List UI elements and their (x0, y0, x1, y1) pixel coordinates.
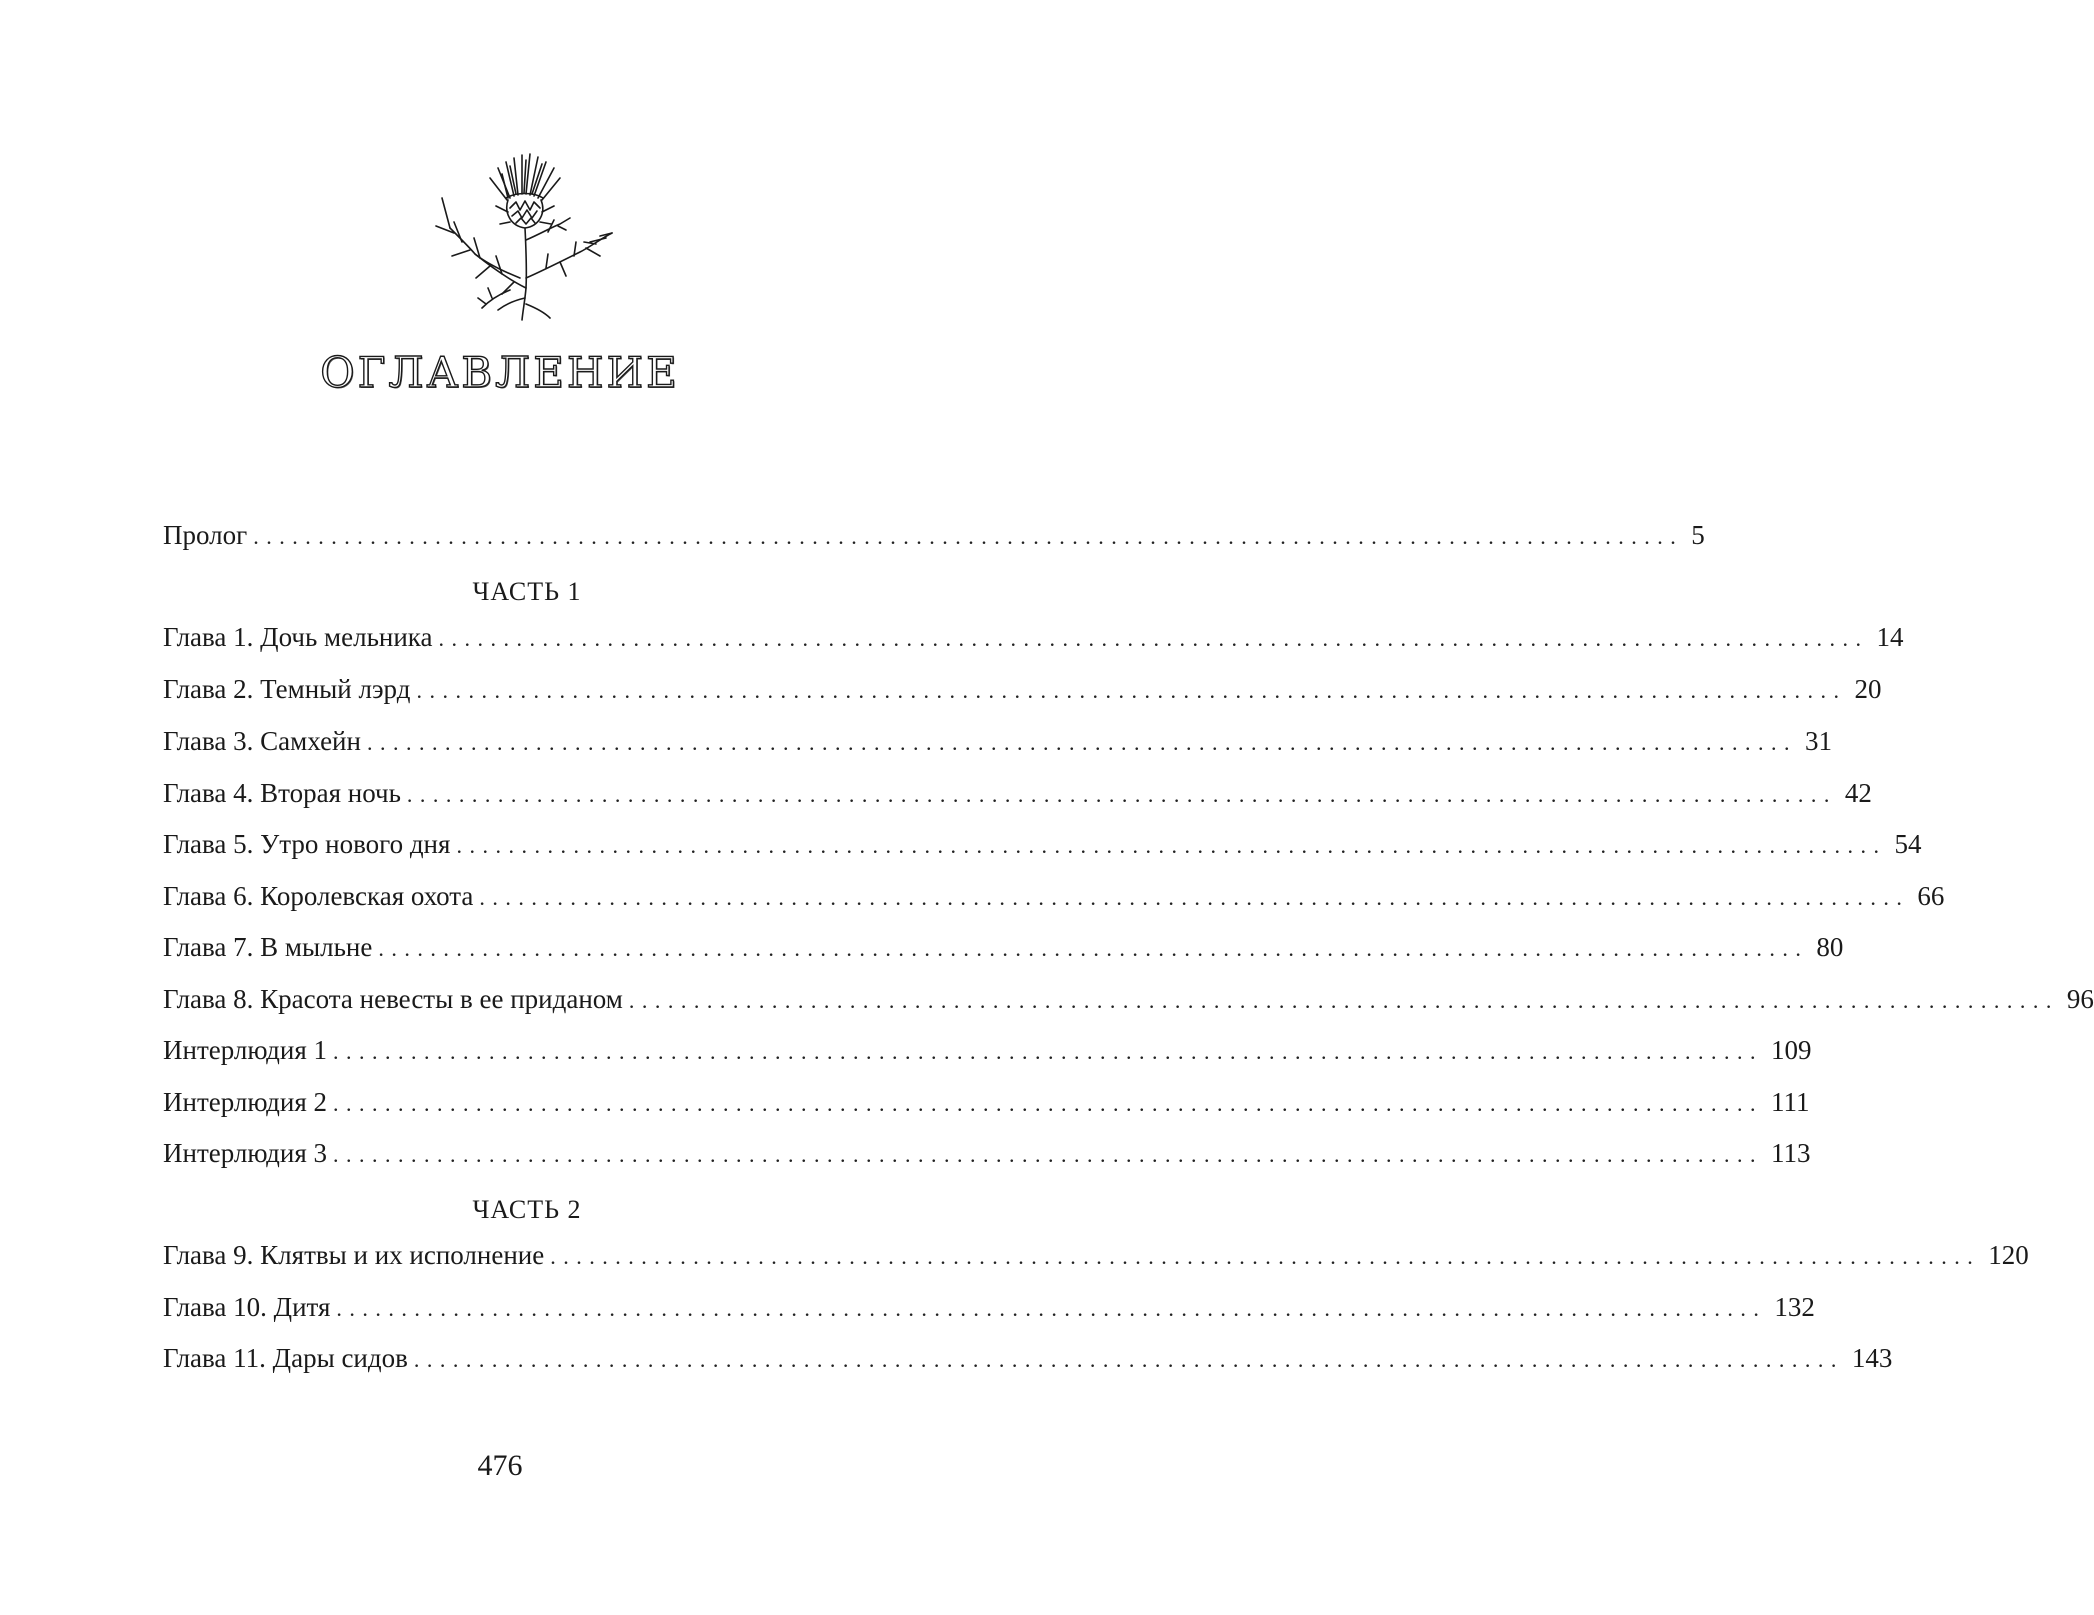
toc-entry[interactable] (163, 620, 1904, 656)
toc-entry[interactable] (163, 982, 2094, 1018)
toc-entry[interactable] (163, 1290, 1815, 1326)
dot-leader: .............................................................................................................. (336, 1296, 1767, 1321)
toc-entry-page: 14 (1876, 622, 1904, 652)
toc-entry[interactable] (163, 1238, 2029, 1274)
dot-leader: .............................................................................................................. (416, 678, 1847, 703)
toc-entry[interactable] (163, 1341, 1893, 1377)
toc-entry-label: Глава 7. В мыльне (163, 930, 378, 964)
toc-entry-page: 132 (1774, 1292, 1815, 1322)
toc-entry[interactable] (163, 776, 1872, 812)
toc-entry-page: 20 (1854, 674, 1882, 704)
toc-entry[interactable] (163, 879, 1945, 915)
toc-entry-label: Интерлюдия 3 (163, 1136, 333, 1170)
toc-entry-label: Глава 4. Вторая ночь (163, 776, 407, 810)
dot-leader: .............................................................................................................. (333, 1091, 1764, 1116)
part-heading: ЧАСТЬ 1 (472, 577, 582, 606)
toc-entry-label: Глава 5. Утро нового дня (163, 827, 456, 861)
page-title: ОГЛАВЛЕНИЕ (320, 348, 680, 397)
dot-leader: .............................................................................................................. (628, 988, 2059, 1013)
toc-entry-label: Глава 1. Дочь мельника (163, 620, 438, 654)
dot-leader: .............................................................................................................. (406, 782, 1837, 807)
toc-entry[interactable] (163, 1136, 1811, 1172)
toc-entry-page: 96 (2066, 984, 2094, 1014)
toc-entry-page: 111 (1771, 1087, 1810, 1117)
toc-entry-label: Глава 9. Клятвы и их исполнение (163, 1238, 550, 1272)
toc-entry-page: 54 (1894, 829, 1922, 859)
part-heading: ЧАСТЬ 2 (472, 1195, 582, 1224)
page-number: 476 (477, 1449, 523, 1482)
toc-entry-page: 120 (1988, 1240, 2029, 1270)
dot-leader: .............................................................................................................. (366, 730, 1797, 755)
toc-entry-label: Глава 2. Темный лэрд (163, 672, 416, 706)
toc-entry-label: Интерлюдия 1 (163, 1033, 333, 1067)
toc-entry[interactable] (163, 672, 1882, 708)
dot-leader: .............................................................................................................. (413, 1347, 1844, 1372)
toc-entry-label: Глава 3. Самхейн (163, 724, 367, 758)
toc-entry-page: 42 (1844, 778, 1872, 808)
thistle-icon (430, 138, 620, 323)
dot-leader: .............................................................................................................. (378, 936, 1809, 961)
toc-entry-prologue[interactable] (163, 518, 1705, 554)
toc-entry-page: 31 (1804, 726, 1832, 756)
dot-leader: .............................................................................................................. (456, 833, 1887, 858)
dot-leader: .............................................................................................................. (479, 885, 1910, 910)
toc-entry-page: 66 (1917, 881, 1945, 911)
toc-entry-label: Глава 11. Дары сидов (163, 1341, 414, 1375)
dot-leader: .............................................................................................................. (253, 524, 1684, 549)
toc-entry[interactable] (163, 724, 1832, 760)
toc-entry[interactable] (163, 1033, 1812, 1069)
dot-leader: .............................................................................................................. (333, 1039, 1764, 1064)
toc-entry-label: Глава 10. Дитя (163, 1290, 336, 1324)
toc-entry-page: 80 (1816, 932, 1844, 962)
toc-entry[interactable] (163, 1085, 1810, 1121)
toc-entry-page: 113 (1771, 1138, 1811, 1168)
toc-entry-label: Пролог (163, 518, 253, 552)
toc-entry[interactable] (163, 827, 1922, 863)
dot-leader: .............................................................................................................. (438, 626, 1869, 651)
dot-leader: .............................................................................................................. (333, 1142, 1764, 1167)
toc-entry-label: Интерлюдия 2 (163, 1085, 333, 1119)
toc-entry-label: Глава 6. Королевская охота (163, 879, 479, 913)
toc-entry-page: 5 (1691, 520, 1705, 550)
toc-entry-page: 109 (1771, 1035, 1812, 1065)
toc-entry-label: Глава 8. Красота невесты в ее приданом (163, 982, 629, 1016)
dot-leader: .............................................................................................................. (550, 1244, 1981, 1269)
toc-entry-page: 143 (1851, 1343, 1893, 1373)
toc-entry[interactable] (163, 930, 1844, 966)
